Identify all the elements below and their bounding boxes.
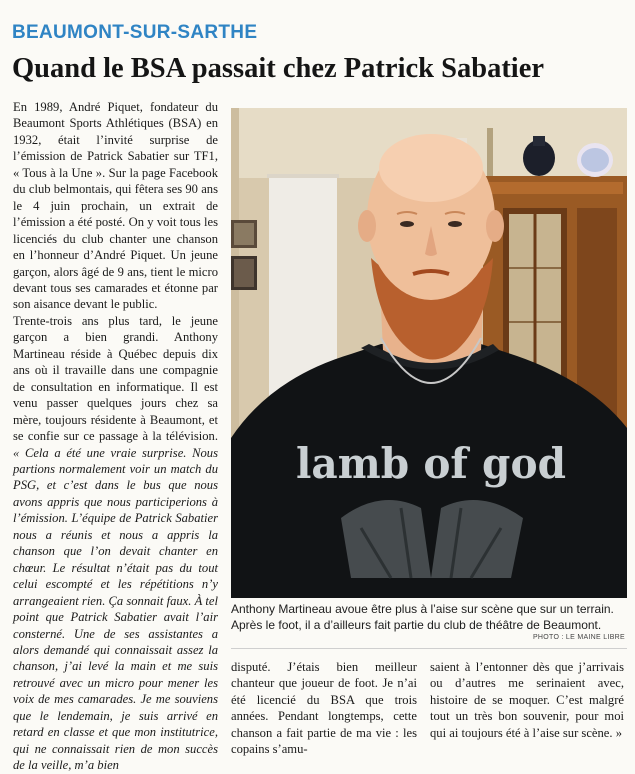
quote-part-1: « Cela a été une vraie surprise. Nous partions normalement voir un match du PSG, et c’est dans le bus que nous avons appris que nous participerions à l’émission. L’équipe de Patrick Sabatier nous a réunis et nous a appris la chanson que l’on devait chanter en chœur. Le résultat n’était pas du tout celui escompté et les répétitions n’y arrangeaient rien. Ça sonnait faux. À tel point que Patrick Sabatier avait l’air consterné. xyxy=(13,445,218,641)
article-column-1 xyxy=(13,99,218,774)
caption-line-2: Après le foot, il a d’ailleurs fait partie du club de théâtre de Beaumont. xyxy=(231,618,602,632)
quote-part-2: Une de ses assistantes a alors demandé qui connaissait assez la chanson, j’ai levé la main et me suis retrouvé avec un micro pour mener les voix de mes camarades. Je me souviens que le lendemain, je suis arrivé en retard en classe et que mon institutrice, qui ne connaissait rien de mon succès de la veille, m’a bien xyxy=(13,626,218,773)
photo-credit: PHOTO : LE MAINE LIBRE xyxy=(532,634,625,641)
caption-line-1: Anthony Martineau avoue être plus à l’aise sur scène que sur un terrain. xyxy=(231,602,614,616)
paragraph-interview xyxy=(13,313,218,774)
article-column-2: disputé. J’étais bien meilleur chanteur que joueur de foot. Je n’ai été licencié du BSA que trois années. Pendant longtemps, cette chanson a fait partie de ma vie : les copains s’amu- xyxy=(231,660,417,757)
article-column-3: saient à l’entonner dès que j’arrivais ou d’autres me serinaient avec, histoire de se moquer. C’est malgré tout un très bon souvenir, pour moi qui ai toujours été à l’aise sur scène. » xyxy=(430,660,624,740)
paragraph-intro: En 1989, André Piquet, fondateur du Beaumont Sports Athlétiques (BSA) en 1932, était l’invité surprise de l’émission de Patrick Sabatier sur TF1, « Tous à la Une ». Sur la page Facebook du club belmontais, qui fêtera ses 90 ans le 4 juin prochain, un extrait de l’émission a été posté. On y voit tous les licenciés du club chanter une chanson en l’honneur d’André Piquet. Un jeune garçon, alors âgé de 9 ans, tient le micro devant tous ses camarades et étonne par son aisance devant le public. xyxy=(13,100,218,312)
caption-divider xyxy=(231,648,627,649)
section-kicker: BEAUMONT-SUR-SARTHE xyxy=(12,22,258,43)
shirt-print-text: lamb of god xyxy=(296,439,566,488)
article-headline: Quand le BSA passait chez Patrick Sabatier xyxy=(12,53,545,84)
paragraph-interview-intro: Trente-trois ans plus tard, le jeune garçon a bien grandi. Anthony Martineau réside à Québec depuis dix ans où il travaille dans une compagnie de consultation en informatique. Il est venu passer quelques jours chez sa mère, toujours résidente à Beaumont, et se confie sur ce passage à la télévision. xyxy=(13,313,218,444)
article-photo xyxy=(231,108,627,598)
photo-caption xyxy=(231,601,627,633)
